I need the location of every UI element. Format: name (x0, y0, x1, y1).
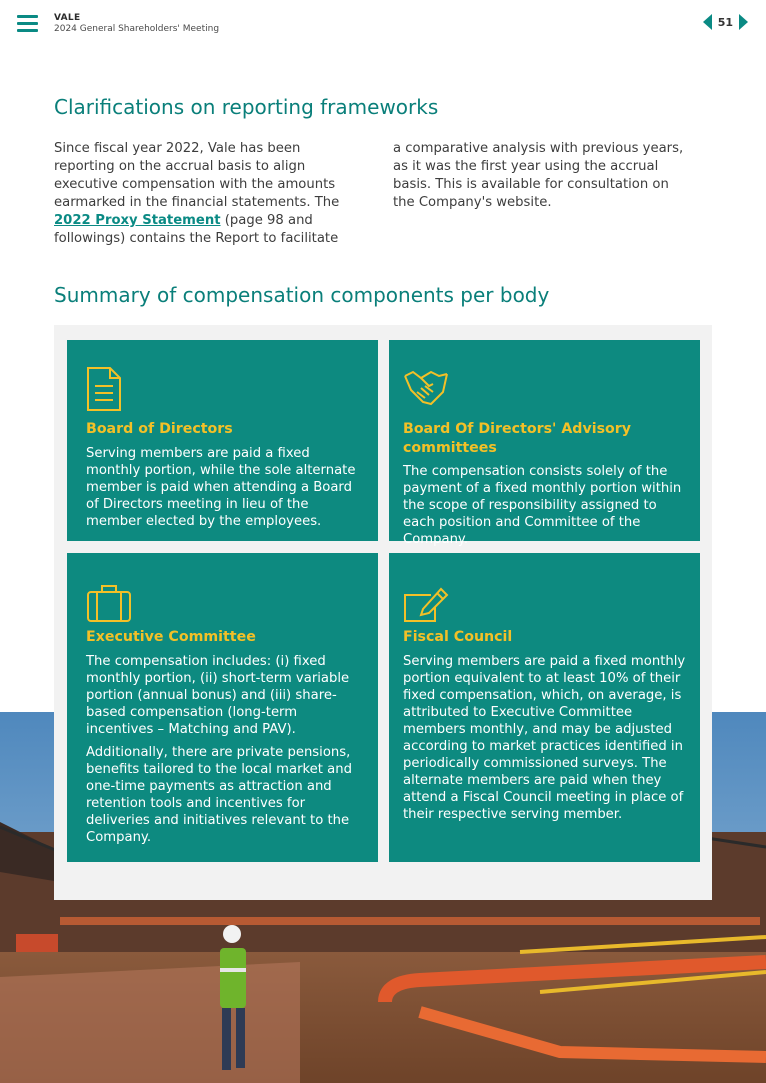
card-body (403, 463, 687, 554)
clarifications-text-3: a comparative analysis with previous years, as it was the first year using the accrual basis. This is available for consultation on the Company's website. (393, 141, 684, 210)
card-title: Fiscal Council (403, 629, 513, 645)
card-title: Board Of Directors' Advisory committees (403, 421, 632, 456)
card-paragraph: The compensation consists solely of the payment of a fixed monthly portion within the scope of responsibility assigned to each position and Committee of the Company. (403, 464, 682, 547)
clarifications-text-2: (page 98 and followings) contains the Report to facilitate (54, 213, 339, 246)
card-executive-committee (67, 553, 378, 862)
card-title: Board of Directors (86, 421, 233, 437)
section-title-summary: Summary of compensation components per body (54, 283, 550, 307)
card-body (86, 445, 368, 536)
proxy-statement-link[interactable]: 2022 Proxy Statement (54, 213, 221, 228)
card-body (403, 653, 687, 829)
company-name: VALE (54, 13, 81, 23)
previous-page-icon[interactable] (703, 14, 712, 30)
page-number: 51 (717, 15, 733, 29)
clarifications-column-1 (54, 140, 364, 248)
next-page-icon[interactable] (739, 14, 748, 30)
card-fiscal-council (389, 553, 700, 862)
menu-icon[interactable] (17, 15, 38, 32)
card-paragraph: Serving members are paid a fixed monthly portion, while the sole alternate member is paid when attending a Board of Directors meeting in lieu of the member elected by the employees. (86, 446, 356, 529)
section-title-clarifications: Clarifications on reporting frameworks (54, 95, 439, 119)
handshake-icon (403, 368, 449, 408)
card-paragraph: Additionally, there are private pensions, benefits tailored to the local market and one-time payments as attraction and retention tools and incentives for deliveries and initiatives relevant to the Company. (86, 745, 352, 845)
clarifications-text-1: Since fiscal year 2022, Vale has been reporting on the accrual basis to align executive compensation with the amounts earmarked in the financial statements. The (54, 141, 340, 210)
card-body (86, 653, 368, 852)
brand-block (54, 13, 219, 35)
card-board-of-directors (67, 340, 378, 541)
card-paragraph: Serving members are paid a fixed monthly portion equivalent to at least 10% of their fixed compensation, which, on average, is attributed to Executive Committee members monthly, and may be adjusted according to market practices identified in periodically commissioned surveys. The alternate members are paid when they attend a Fiscal Council meeting in place of their respective serving member. (403, 654, 686, 822)
briefcase-icon (86, 583, 132, 623)
card-paragraph: The compensation includes: (i) fixed monthly portion, (ii) short-term variable portion (annual bonus) and (iii) share-based compensation (long-term incentives – Matching and PAV). (86, 654, 350, 737)
clarifications-column-2 (393, 140, 693, 212)
edit-icon (403, 583, 449, 623)
document-icon (86, 366, 122, 412)
card-advisory-committees (389, 340, 700, 547)
page-navigation (703, 14, 748, 30)
meeting-name: 2024 General Shareholders' Meeting (54, 24, 220, 34)
card-title: Executive Committee (86, 629, 256, 645)
